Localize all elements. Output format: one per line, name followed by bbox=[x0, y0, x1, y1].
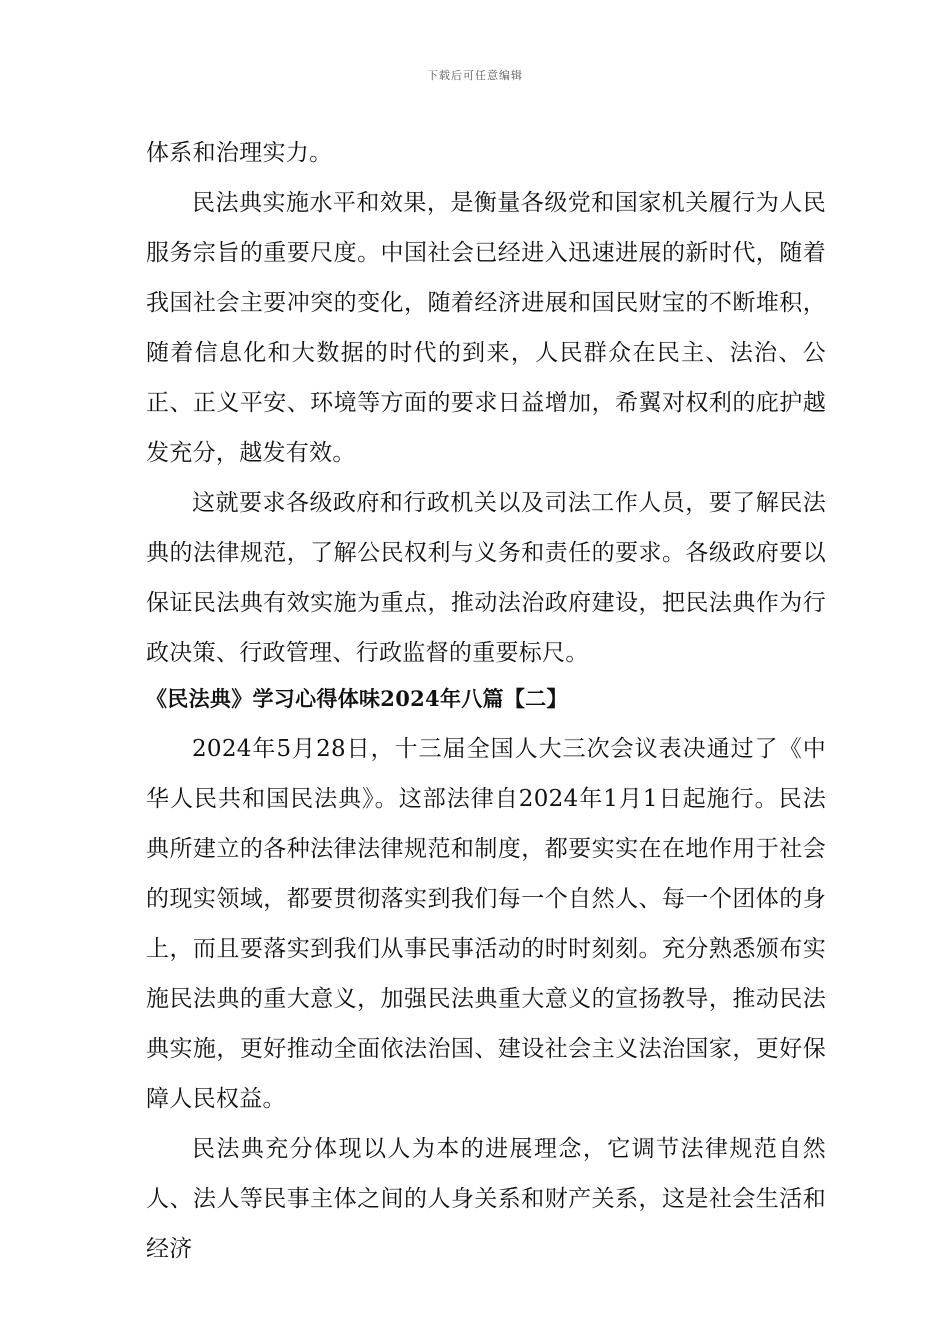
page-header: 下载后可任意编辑 bbox=[427, 69, 523, 82]
document-body bbox=[146, 128, 826, 1274]
paragraph: 民法典充分体现以人为本的进展理念，它调节法律规范自然人、法人等民事主体之间的人身关系和财产关系，这是社会生活和经济 bbox=[146, 1136, 826, 1262]
paragraph-continuation: 体系和治理实力。 bbox=[146, 140, 333, 166]
paragraph: 2024年5月28日，十三届全国人大三次会议表决通过了《中华人民共和国民法典》。这部法律自2024年1月1日起施行。民法典所建立的各种法律法律规范和制度，都要实实在在地作用于社会的现实领域，都要贯彻落实到我们每一个自然人、每一个团体的身上，而且要落实到我们从事民事活动的时时刻刻。充分熟悉颁布实施民法典的重大意义，加强民法典重大意义的宣扬教导，推动民法典实施，更好推动全面依法治国、建设社会主义法治国家，更好保障人民权益。 bbox=[146, 736, 826, 1112]
section-heading: 《民法典》学习心得体味2024年八篇【二】 bbox=[146, 686, 568, 711]
paragraph: 这就要求各级政府和行政机关以及司法工作人员，要了解民法典的法律规范，了解公民权利与义务和责任的要求。各级政府要以保证民法典有效实施为重点，推动法治政府建设，把民法典作为行政决策、行政管理、行政监督的重要标尺。 bbox=[146, 490, 826, 666]
paragraph: 民法典实施水平和效果，是衡量各级党和国家机关履行为人民服务宗旨的重要尺度。中国社会已经进入迅速进展的新时代，随着我国社会主要冲突的变化，随着经济进展和国民财宝的不断堆积，随着信息化和大数据的时代的到来，人民群众在民主、法治、公正、正义平安、环境等方面的要求日益增加，希翼对权利的庇护越发充分，越发有效。 bbox=[146, 190, 826, 466]
